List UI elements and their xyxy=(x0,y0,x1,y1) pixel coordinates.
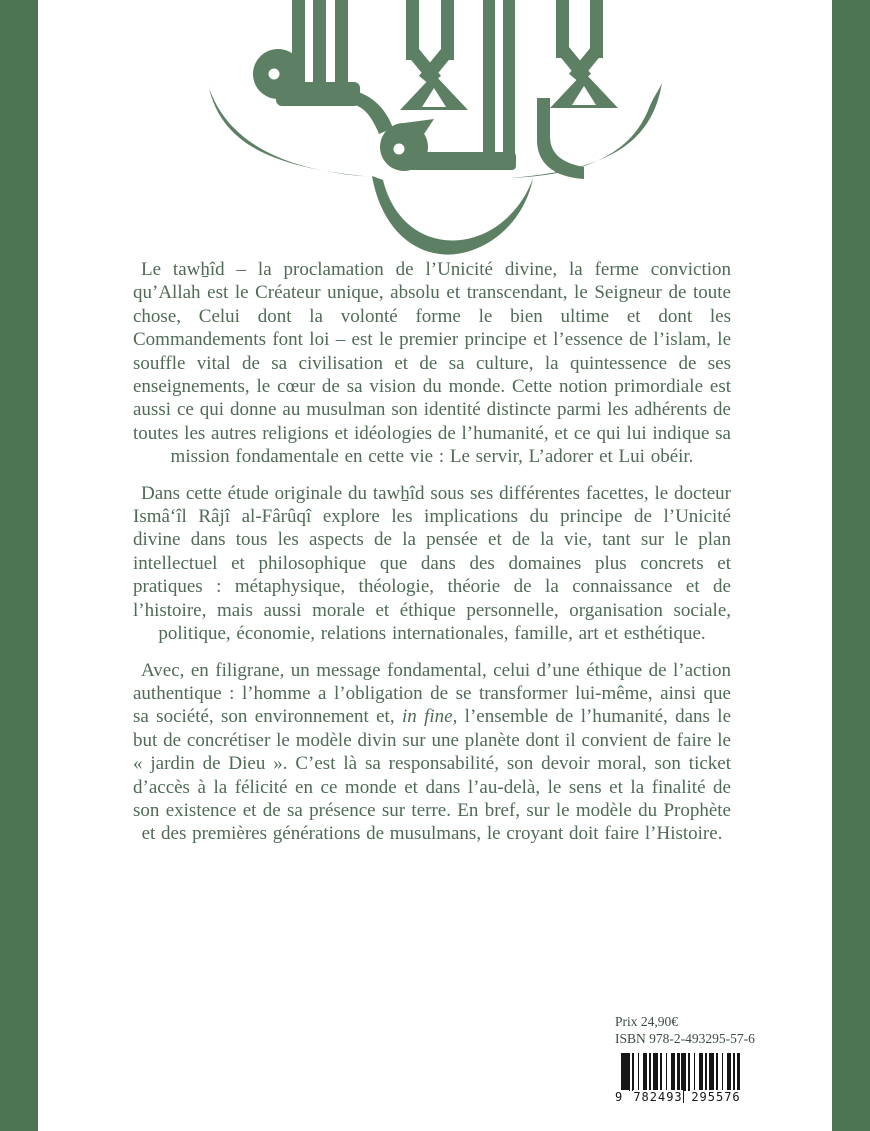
barcode-digit-group-2: 295576 xyxy=(691,1090,741,1104)
price-isbn-block xyxy=(615,1014,765,1107)
back-cover-paragraph-2: Dans cette étude originale du tawẖîd sous ses différentes facettes, le docteur Ismâ‘îl Râjî al-Fârûqî explore les implications du principe de l’Unicité divine dans tous les aspects de la pensée et de la vie, tant sur le plan intellectuel et philosophique que dans des domaines plus concrets et pratiques : métaphysique, théologie, théorie de la connaissance et de l’histoire, mais aussi morale et éthique personnelle, organisation sociale, politique, économie, relations internationales, famille, art et esthétique. xyxy=(133,482,731,645)
back-cover-text xyxy=(133,258,731,859)
back-cover-paragraph-1: Le tawẖîd – la proclamation de l’Unicité divine, la ferme conviction qu’Allah est le Créateur unique, absolu et transcendant, le Seigneur de toute chose, Celui dont la volonté forme le bien ultime et dont les Commandements font loi – est le premier principe et l’essence de l’islam, le souffle vital de sa civilisation et de sa culture, la quintessence de ses enseignements, le cœur de sa vision du monde. Cette notion primordiale est aussi ce qui donne au musulman son identité distincte parmi les adhérents de toutes les autres religions et idéologies de l’humanité, et ce qui lui indique sa mission fondamentale en cette vie : Le servir, L’adorer et Lui obéir. xyxy=(133,259,731,468)
back-cover-paragraph-3: Avec, en filigrane, un message fondamental, celui d’une éthique de l’action authentique : l’homme a l’obligation de se transformer lui-même, ainsi que sa société, son environnement et, in fine, l’ensemble de l’humanité, dans le but de concrétiser le modèle divin sur une planète dont il convient de faire le « jardin de Dieu ». C’est là sa responsabilité, son devoir moral, son ticket d’accès à la félicité en ce monde et dans l’au-delà, le sens et la finalité de son existence et de sa présence sur terre. En bref, sur le modèle du Prophète et des premières générations de musulmans, le croyant doit faire l’Histoire. xyxy=(133,659,731,845)
barcode-bars xyxy=(621,1053,739,1091)
barcode-lead-digit: 9 xyxy=(615,1090,629,1104)
barcode-digits xyxy=(615,1089,745,1105)
spine-edge-left xyxy=(0,0,38,1131)
price-label: Prix 24,90€ xyxy=(615,1014,679,1029)
barcode-digit-group-1: 782493 xyxy=(633,1090,683,1104)
ean13-barcode xyxy=(615,1053,745,1107)
spine-edge-right xyxy=(832,0,870,1131)
isbn-label: ISBN 978-2-493295-57-6 xyxy=(615,1030,755,1046)
arabic-kufic-calligraphy-icon xyxy=(180,0,700,270)
